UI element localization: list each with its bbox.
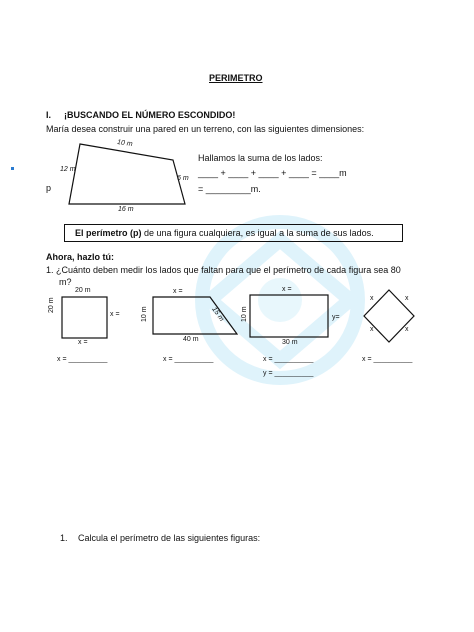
square-figure <box>55 290 125 350</box>
trapezoid-slant-label: 15 m <box>210 306 225 323</box>
trapezoid-left-label: 10 m <box>141 306 148 322</box>
definition-text: de una figura cualquiera, es igual a la suma de sus lados. <box>141 228 374 238</box>
definition-term: El perímetro (p) <box>75 228 142 238</box>
rectangle-top-label: x = <box>282 286 292 293</box>
square-answer: x = __________ <box>57 356 108 363</box>
rectangle-answer-x: x = __________ <box>263 356 314 363</box>
rectangle-right-label: y= <box>332 314 340 321</box>
task2-text: Calcula el perímetro de las siguientes figuras: <box>78 533 261 543</box>
rectangle-figure <box>245 290 335 342</box>
page-title: PERIMETRO <box>209 73 263 83</box>
trapezoid-top-label: x = <box>173 288 183 295</box>
sum-instruction: Hallamos la suma de los lados: <box>198 153 323 163</box>
practice-heading: Ahora, hazlo tú: <box>46 252 114 262</box>
rectangle-bottom-label: 30 m <box>282 339 298 346</box>
rhombus-label-tr: x <box>405 295 409 302</box>
square-left-label: 20 m <box>48 297 55 313</box>
section-heading: ¡BUSCANDO EL NÚMERO ESCONDIDO! <box>64 110 236 120</box>
sum-equation: ____ + ____ + ____ + ____ = ____m <box>198 168 347 178</box>
square-top-label: 20 m <box>75 287 91 294</box>
section-number: I. <box>46 110 52 120</box>
section-intro: María desea construir una pared en un terreno, con las siguientes dimensiones: <box>46 124 365 134</box>
rhombus-label-bl: x <box>370 326 374 333</box>
rectangle-answer-y: y = __________ <box>263 370 314 377</box>
rhombus-answer: x = __________ <box>362 356 413 363</box>
question-1-line2: m? <box>59 277 72 287</box>
square-right-label: x = <box>110 311 120 318</box>
quad-p-label: p <box>46 183 52 193</box>
question-1-line1: 1. ¿Cuánto deben medir los lados que faltan para que el perímetro de cada figura sea 80 <box>46 265 401 275</box>
sum-result: = _________m. <box>198 184 261 194</box>
trapezoid-bottom-label: 40 m <box>183 336 199 343</box>
rhombus-label-tl: x <box>370 295 374 302</box>
square-bottom-label: x = <box>78 339 88 346</box>
rhombus-label-br: x <box>405 326 409 333</box>
definition-box <box>64 224 403 242</box>
trapezoid-figure <box>145 292 245 342</box>
rectangle-left-label: 10 m <box>241 306 248 322</box>
quad-bottom-label: 16 m <box>118 206 134 213</box>
task2-number: 1. <box>60 533 68 543</box>
trapezoid-answer: x = __________ <box>163 356 214 363</box>
margin-mark <box>11 167 14 170</box>
quad-right-label: 6 m <box>177 175 189 182</box>
quad-top-label: 10 m <box>116 138 133 149</box>
quad-left-label: 12 m <box>60 166 76 173</box>
